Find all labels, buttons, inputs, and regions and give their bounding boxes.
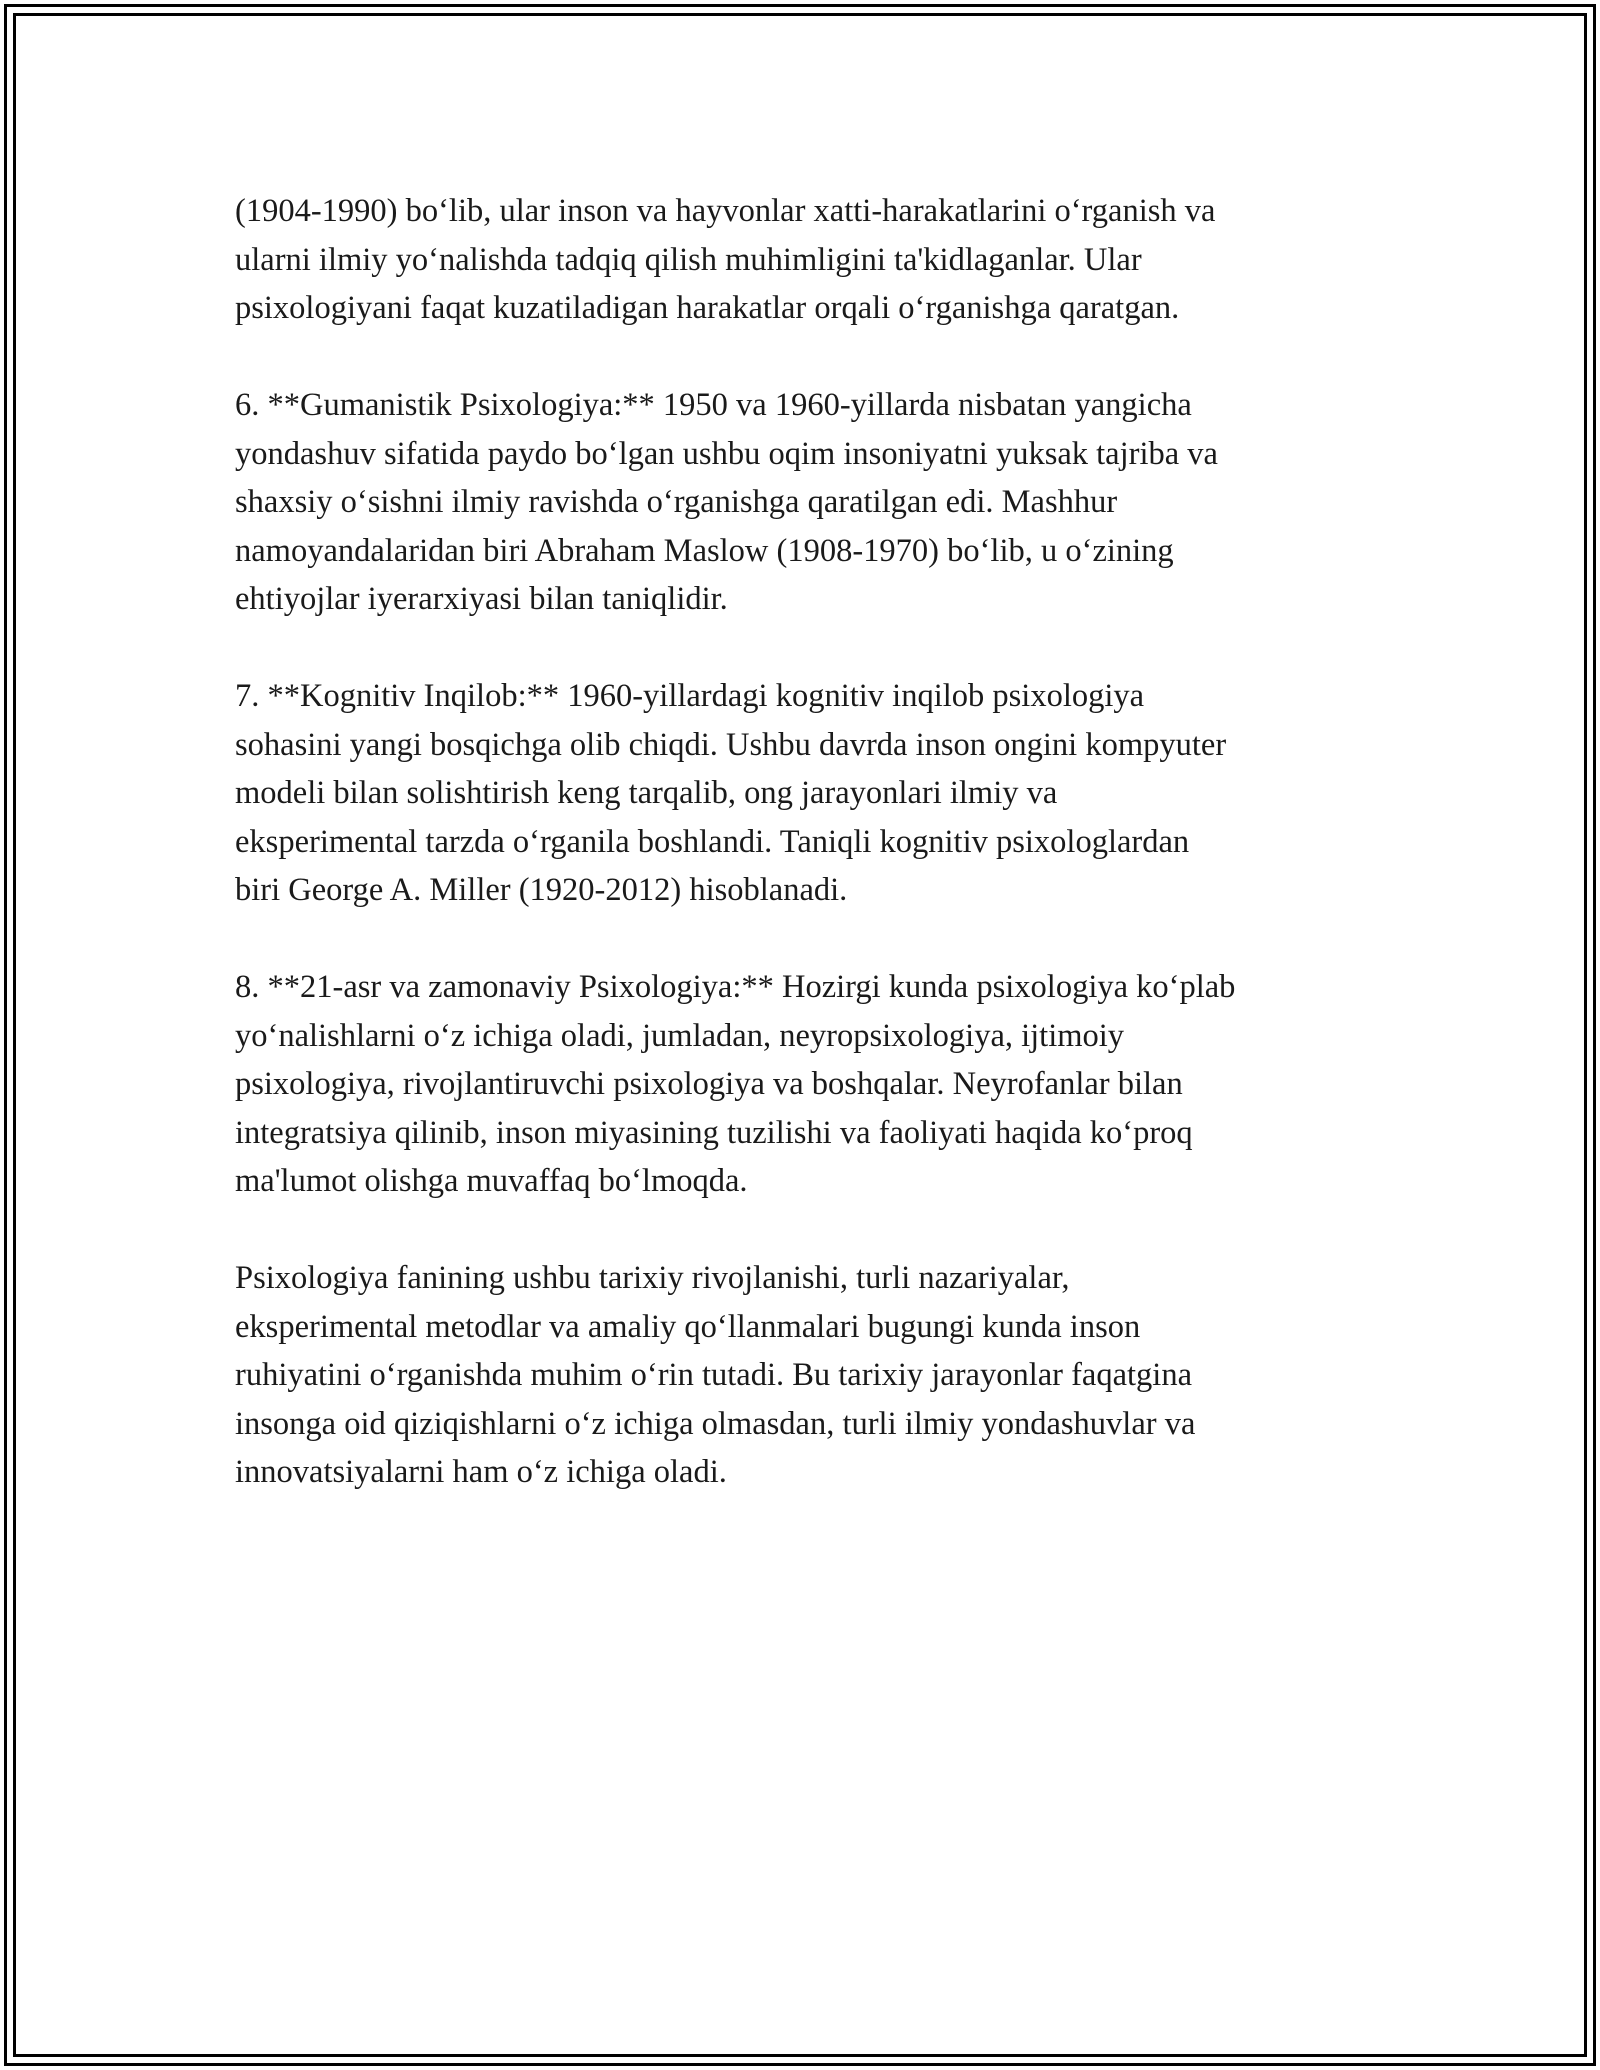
text-line: integratsiya qilinib, inson miyasining tuzilishi va faoliyati haqida ko‘proq <box>235 1114 1193 1151</box>
text-line: biri George A. Miller (1920-2012) hisoblanadi. <box>235 872 848 908</box>
text-line: yondashuv sifatida paydo bo‘lgan ushbu oqim insoniyatni yuksak tajriba va <box>235 435 1218 472</box>
text-line: ma'lumot olishga muvaffaq bo‘lmoqda. <box>235 1163 748 1199</box>
text-line: psixologiya, rivojlantiruvchi psixologiya va boshqalar. Neyrofanlar bilan <box>235 1066 1183 1102</box>
text-line: 8. **21-asr va zamonaviy Psixologiya:** Hozirgi kunda psixologiya ko‘plab <box>235 969 1236 1005</box>
text-line: eksperimental metodlar va amaliy qo‘llanmalari bugungi kunda inson <box>235 1308 1141 1345</box>
paragraph-behaviorism-continued <box>235 187 1375 333</box>
paragraph-humanistic-psychology <box>235 381 1375 624</box>
paragraph-modern-psychology <box>235 963 1375 1206</box>
text-line: insonga oid qiziqishlarni o‘z ichiga olmasdan, turli ilmiy yondashuvlar va <box>235 1405 1196 1442</box>
text-line: innovatsiyalarni ham o‘z ichiga oladi. <box>235 1454 727 1490</box>
paragraph-conclusion <box>235 1254 1375 1497</box>
text-line: psixologiyani faqat kuzatiladigan harakatlar orqali o‘rganishga qaratgan. <box>235 290 1180 326</box>
text-line: eksperimental tarzda o‘rganila boshlandi. Taniqli kognitiv psixologlardan <box>235 823 1190 860</box>
text-line: Psixologiya fanining ushbu tarixiy rivojlanishi, turli nazariyalar, <box>235 1260 1070 1296</box>
text-line: shaxsiy o‘sishni ilmiy ravishda o‘rganishga qaratilgan edi. Mashhur <box>235 484 1118 520</box>
text-line: 7. **Kognitiv Inqilob:** 1960-yillardagi kognitiv inqilob psixologiya <box>235 678 1145 714</box>
text-line: (1904-1990) bo‘lib, ular inson va hayvonlar xatti-harakatlarini o‘rganish va <box>235 193 1216 229</box>
text-line: 6. **Gumanistik Psixologiya:** 1950 va 1960-yillarda nisbatan yangicha <box>235 387 1192 423</box>
text-line: namoyandalaridan biri Abraham Maslow (1908-1970) bo‘lib, u o‘zining <box>235 532 1174 569</box>
document-body <box>235 187 1375 1545</box>
text-line: yo‘nalishlarni o‘z ichiga oladi, jumladan, neyropsixologiya, ijtimoiy <box>235 1017 1125 1054</box>
text-line: ularni ilmiy yo‘nalishda tadqiq qilish muhimligini ta'kidlaganlar. Ular <box>235 241 1142 278</box>
text-line: modeli bilan solishtirish keng tarqalib, ong jarayonlari ilmiy va <box>235 775 1058 811</box>
text-line: ruhiyatini o‘rganishda muhim o‘rin tutadi. Bu tarixiy jarayonlar faqatgina <box>235 1357 1193 1393</box>
paragraph-cognitive-revolution <box>235 672 1375 915</box>
text-line: ehtiyojlar iyerarxiyasi bilan taniqlidir. <box>235 581 728 617</box>
text-line: sohasini yangi bosqichga olib chiqdi. Ushbu davrda inson ongini kompyuter <box>235 726 1227 763</box>
